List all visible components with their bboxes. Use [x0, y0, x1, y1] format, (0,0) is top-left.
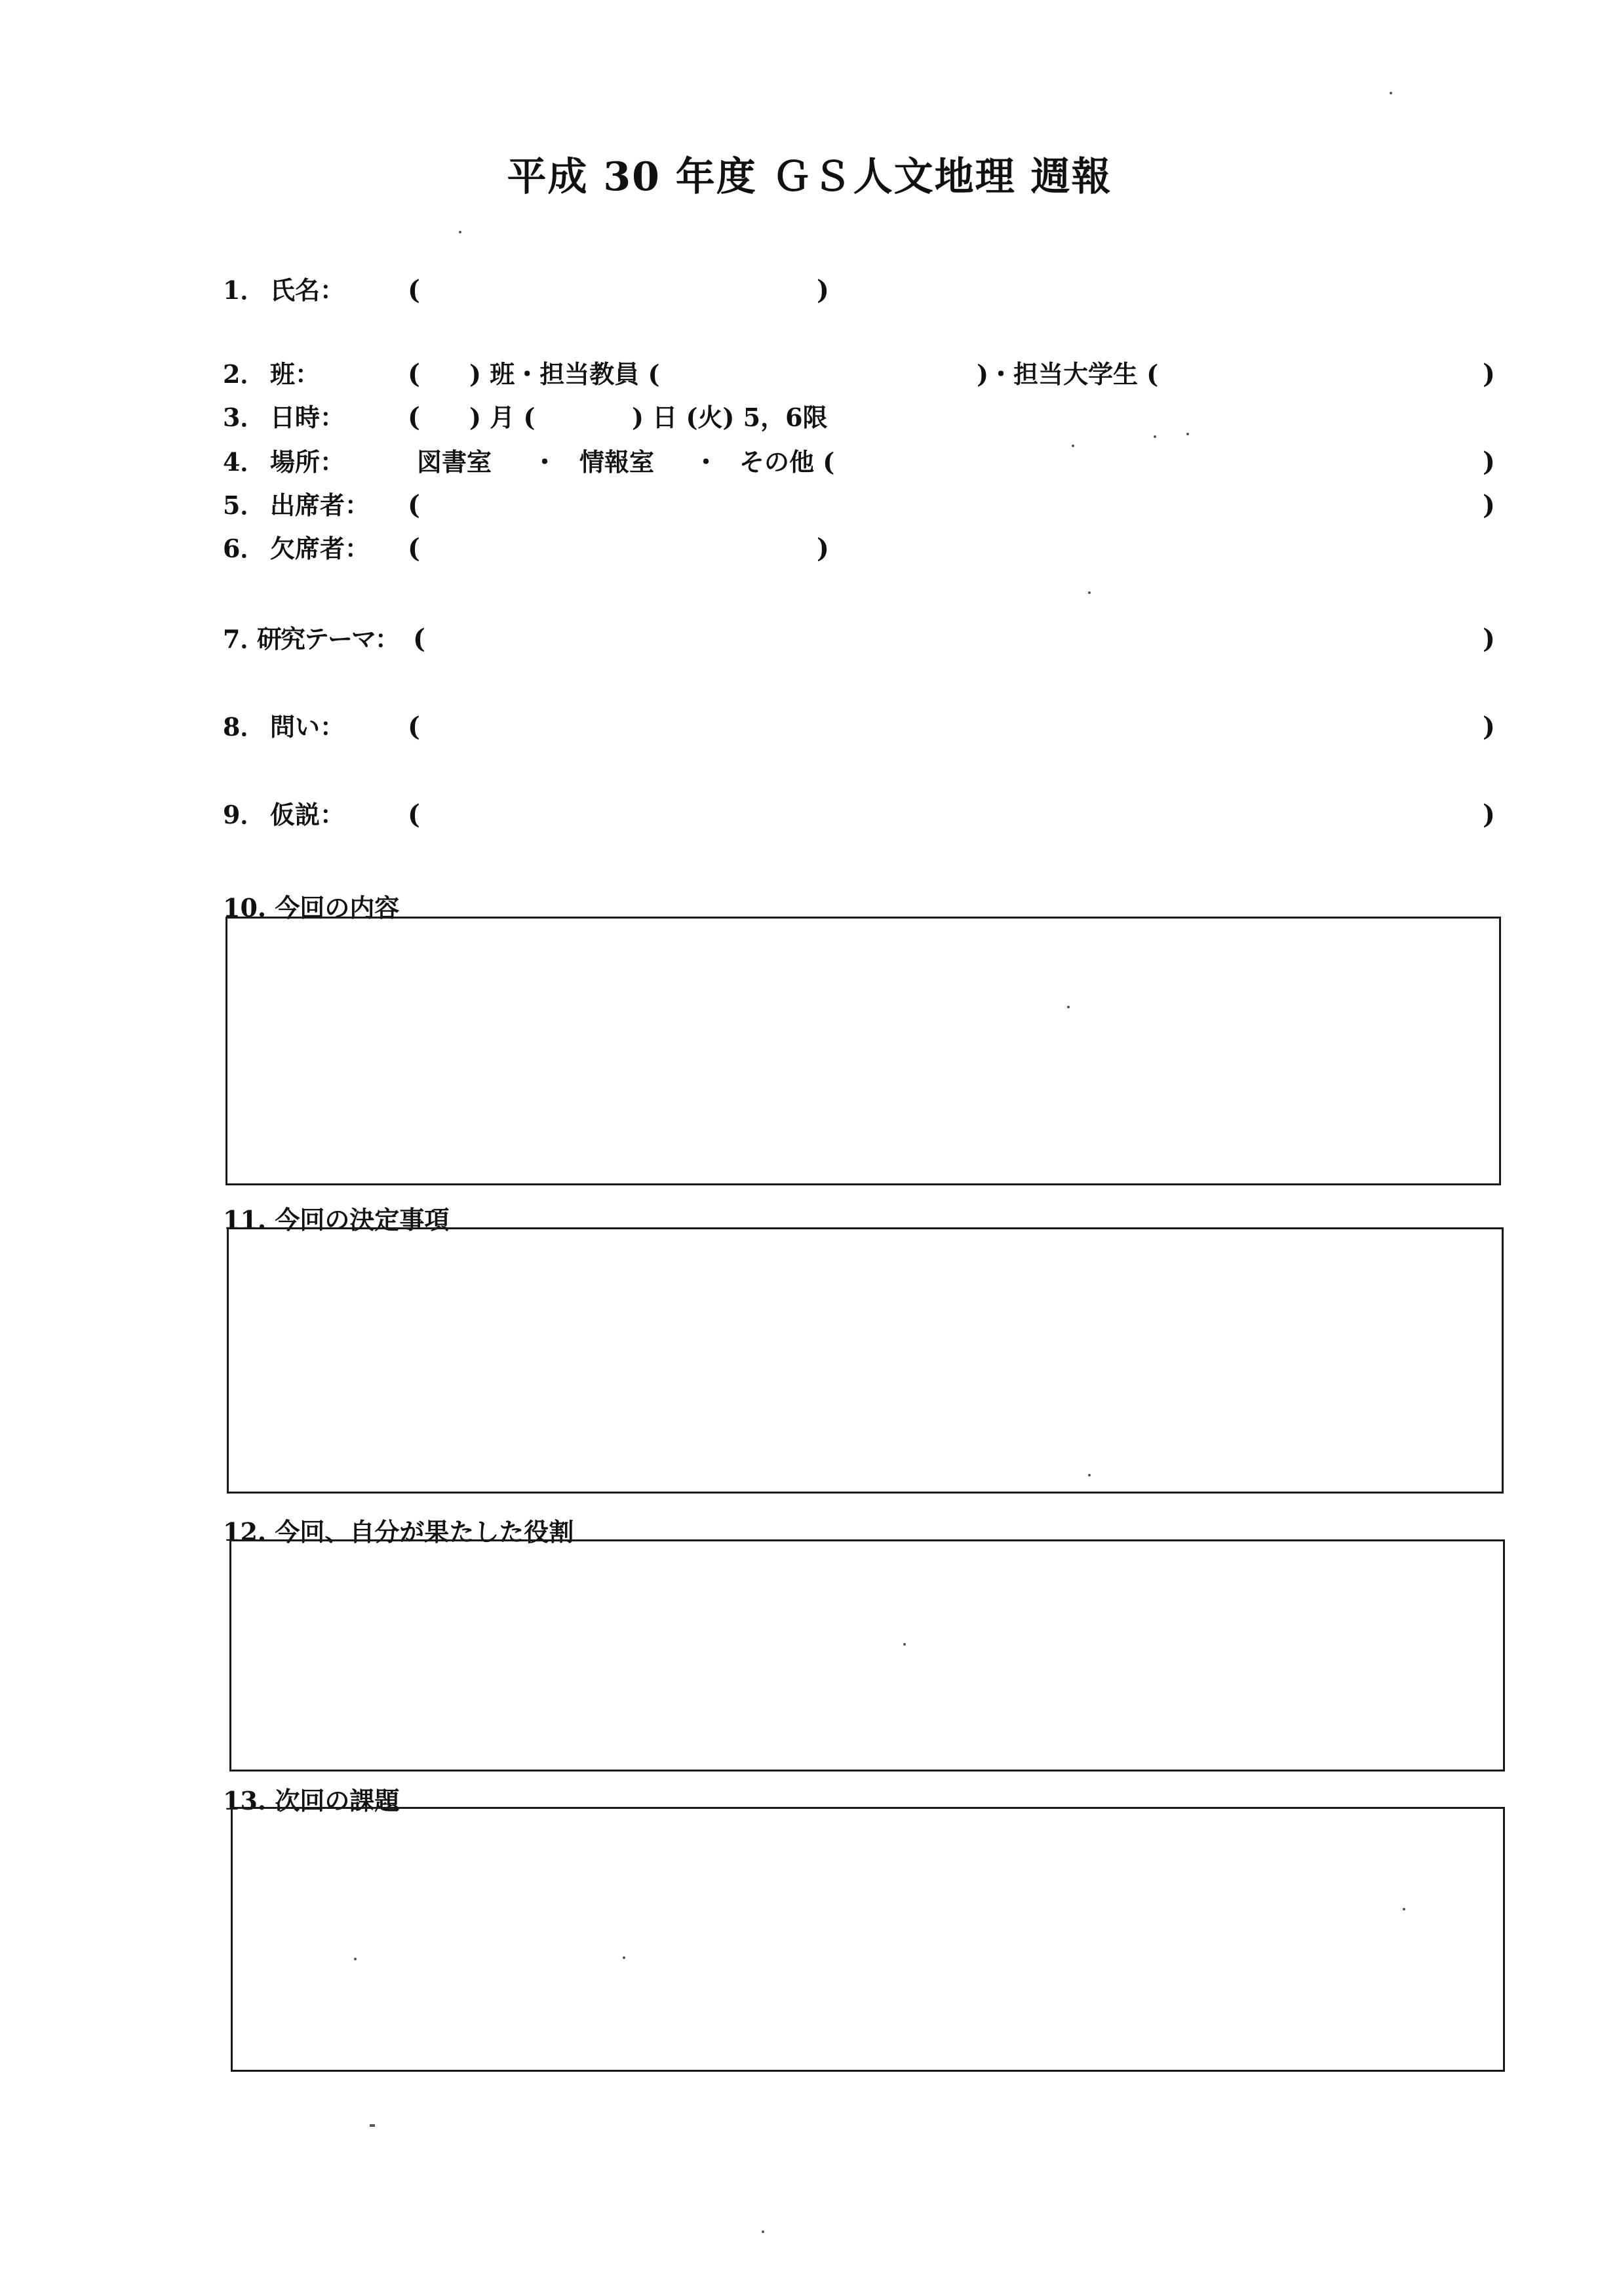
close-paren: )	[1483, 359, 1495, 389]
scan-speck	[370, 2124, 375, 2127]
day-text: ) 日 (火) 5，6限	[632, 403, 828, 432]
open-paren: (	[408, 490, 420, 521]
field-label: 班：	[270, 359, 321, 389]
field-hypothesis	[0, 799, 1619, 831]
field-label: 仮説：	[270, 800, 345, 829]
field-absentees	[0, 532, 1619, 565]
field-datetime	[0, 401, 1619, 434]
scan-speck	[903, 1643, 906, 1646]
field-number: 4．	[223, 447, 265, 477]
section-label-next-tasks: 13. 次回の課題	[223, 1786, 400, 1815]
close-paren: )	[1483, 446, 1495, 477]
field-label: 欠席者：	[270, 534, 370, 563]
place-option-library: 図書室	[417, 447, 492, 477]
close-paren: )	[1483, 799, 1495, 830]
open-paren: (	[408, 711, 420, 742]
open-paren: (	[408, 402, 420, 433]
role-box[interactable]	[229, 1539, 1505, 1771]
field-number: 3．	[223, 403, 265, 432]
close-paren: )	[1483, 711, 1495, 742]
field-label: 場所：	[270, 447, 345, 477]
field-label: 日時：	[270, 403, 345, 432]
scan-speck	[762, 2230, 764, 2233]
section-label-content: 10. 今回の内容	[223, 893, 400, 922]
place-separator: ・	[532, 447, 558, 477]
field-label: 出席者：	[270, 490, 370, 520]
close-paren: )	[817, 533, 829, 564]
field-label: 問い：	[270, 712, 345, 742]
scan-speck	[1072, 445, 1074, 447]
scan-speck	[459, 231, 461, 233]
scan-speck	[1390, 92, 1392, 94]
field-number: 6．	[223, 534, 265, 563]
scan-speck	[354, 1958, 357, 1960]
scan-speck	[1067, 1006, 1070, 1008]
field-name	[0, 274, 1619, 307]
field-label: 氏名：	[270, 275, 345, 305]
close-paren: )	[1483, 490, 1495, 521]
field-number: 1．	[223, 275, 265, 305]
decisions-box[interactable]	[227, 1227, 1504, 1494]
group-student-text: )・担当大学生 (	[977, 359, 1159, 389]
scan-speck	[1403, 1908, 1405, 1910]
section-label-role: 12. 今回、自分が果たした役割	[223, 1517, 574, 1547]
field-number: 7．	[223, 624, 265, 654]
scan-speck	[623, 1956, 625, 1959]
page-title: 平成 30 年度 ＧＳ人文地理 週報	[507, 154, 1112, 200]
open-paren: (	[408, 359, 420, 389]
open-paren: (	[408, 275, 420, 306]
field-place	[0, 446, 1619, 479]
scan-speck	[1088, 591, 1091, 594]
scan-speck	[1186, 433, 1189, 435]
place-option-other: その他 (	[739, 447, 835, 477]
next-tasks-box[interactable]	[231, 1807, 1505, 2072]
content-box[interactable]	[225, 917, 1501, 1185]
field-number: 8．	[223, 712, 265, 742]
field-attendees	[0, 489, 1619, 522]
scan-speck	[1154, 435, 1156, 438]
open-paren: (	[408, 533, 420, 564]
month-text: ) 月 (	[469, 403, 536, 432]
place-separator: ・	[693, 447, 719, 477]
field-group	[0, 358, 1619, 391]
close-paren: )	[817, 275, 829, 306]
scan-speck	[1088, 1474, 1091, 1476]
field-research-theme	[0, 623, 1619, 656]
field-number: 5．	[223, 490, 265, 520]
section-label-decisions: 11. 今回の決定事項	[223, 1205, 450, 1235]
close-paren: )	[1483, 623, 1495, 654]
field-number: 9．	[223, 800, 265, 829]
place-option-info-room: 情報室	[579, 447, 655, 477]
field-label: 研究テーマ：	[257, 624, 399, 654]
open-paren: (	[413, 623, 425, 654]
group-teacher-text: ) 班・担当教員 (	[469, 359, 660, 389]
field-question	[0, 711, 1619, 743]
field-number: 2．	[223, 359, 265, 389]
open-paren: (	[408, 799, 420, 830]
